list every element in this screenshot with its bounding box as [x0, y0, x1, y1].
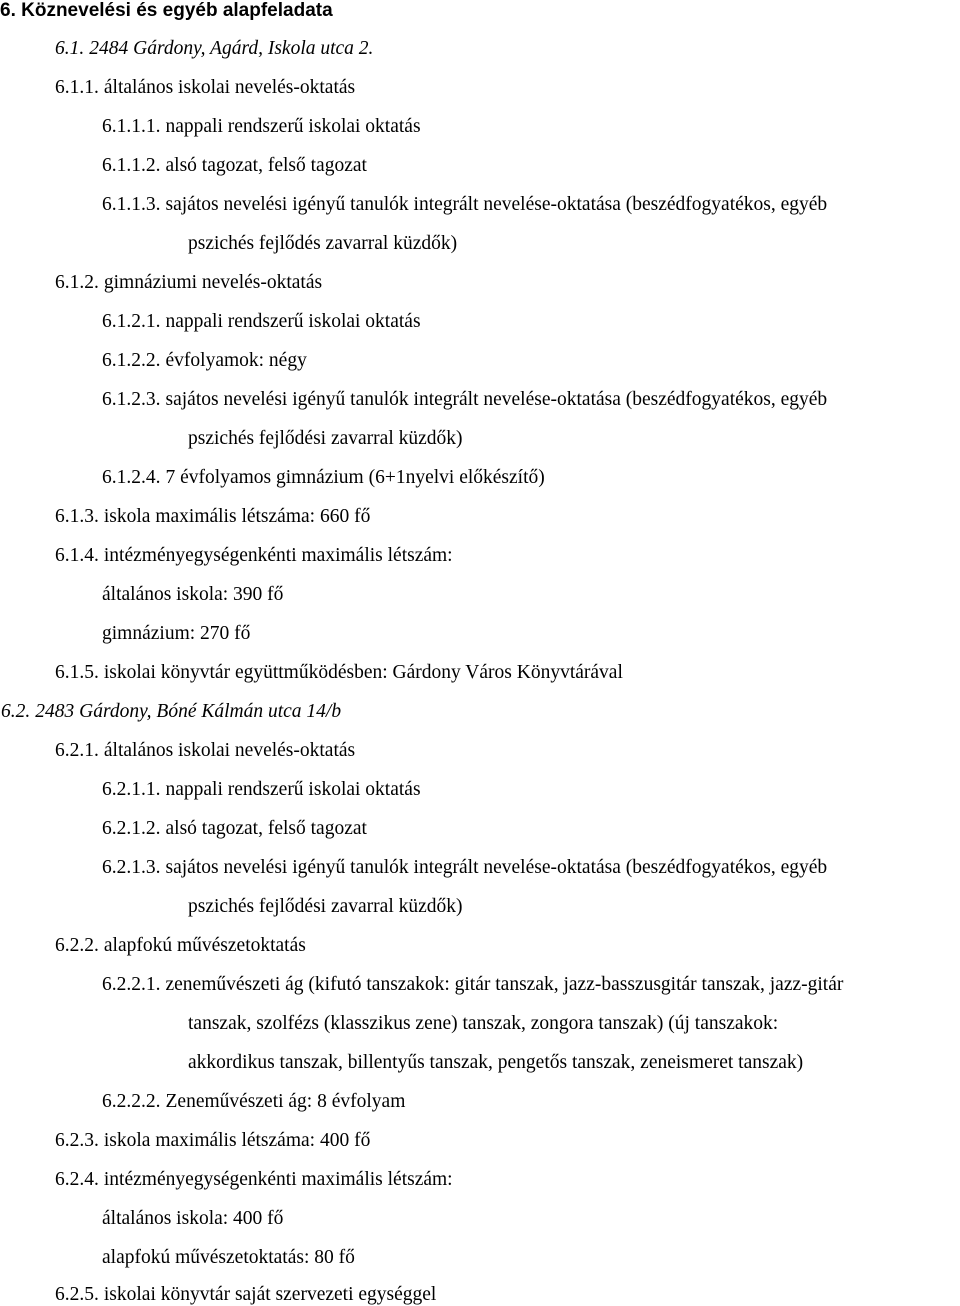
item-number: 6.1.1. [55, 77, 99, 98]
list-item [55, 272, 322, 294]
item-text: iskolai könyvtár saját szervezeti egységgel [103, 1284, 437, 1305]
list-item [55, 1130, 370, 1152]
item-number: 6.2.4. [55, 1169, 99, 1190]
item-number: 6.2.1. [55, 740, 99, 761]
list-item-continuation [188, 428, 463, 450]
item-text: pszichés fejlődési zavarral küzdők) [188, 428, 463, 449]
item-text: alapfokú művészetoktatás: 80 fő [102, 1247, 355, 1268]
item-number: 6.2.5. [55, 1284, 99, 1305]
item-text: alsó tagozat, felső tagozat [165, 155, 367, 176]
list-item [55, 1169, 453, 1191]
item-text: általános iskola: 390 fő [102, 584, 284, 605]
item-number: 6.2.1.2. [102, 818, 161, 839]
item-number: 6.2.2.1. [102, 974, 161, 995]
item-text: intézményegységenkénti maximális létszám: [103, 1169, 453, 1190]
item-number: 6.2.1.3. [102, 857, 161, 878]
list-item [102, 389, 827, 411]
item-number: 6.1.2.3. [102, 389, 161, 410]
list-item [102, 818, 367, 840]
item-text: általános iskolai nevelés-oktatás [103, 77, 356, 98]
item-text: sajátos nevelési igényű tanulók integrált nevelése-oktatása (beszédfogyatékos, egyéb [165, 389, 828, 410]
item-text: általános iskolai nevelés-oktatás [103, 740, 356, 761]
list-item [102, 467, 545, 489]
list-item [55, 740, 355, 762]
item-number: 6.1.2.4. [102, 467, 161, 488]
item-number: 6.1.1.3. [102, 194, 161, 215]
list-item-continuation [188, 1013, 778, 1035]
site-heading-6-1 [55, 38, 373, 60]
item-text: intézményegységenkénti maximális létszám: [103, 545, 453, 566]
item-text: pszichés fejlődési zavarral küzdők) [188, 896, 463, 917]
list-item-continuation [102, 1247, 355, 1269]
item-text: sajátos nevelési igényű tanulók integrált nevelése-oktatása (beszédfogyatékos, egyéb [165, 857, 828, 878]
item-number: 6.2.2.2. [102, 1091, 161, 1112]
item-text: 2483 Gárdony, Bóné Kálmán utca 14/b [35, 701, 342, 722]
list-item-continuation [188, 896, 463, 918]
list-item [55, 1284, 436, 1306]
item-text: alsó tagozat, felső tagozat [165, 818, 367, 839]
item-number: 6.1.1.1. [102, 116, 161, 137]
item-number: 6.2.3. [55, 1130, 99, 1151]
item-text: általános iskola: 400 fő [102, 1208, 284, 1229]
list-item [102, 1091, 405, 1113]
item-text: alapfokú művészetoktatás [103, 935, 306, 956]
list-item [55, 545, 453, 567]
item-text: tanszak, szolfézs (klasszikus zene) tanszak, zongora tanszak) (új tanszakok: [188, 1013, 779, 1034]
list-item [55, 662, 623, 684]
section-heading: 6. Köznevelési és egyéb alapfeladata [0, 0, 333, 21]
list-item-continuation [102, 1208, 283, 1230]
list-item-continuation [102, 623, 250, 645]
item-number: 6.1.2.1. [102, 311, 161, 332]
item-text: iskola maximális létszáma: 660 fő [103, 506, 371, 527]
item-number: 6.2.1.1. [102, 779, 161, 800]
item-number: 6.1.4. [55, 545, 99, 566]
list-item [102, 857, 827, 879]
list-item [55, 506, 370, 528]
list-item [55, 935, 306, 957]
list-item [102, 194, 827, 216]
item-text: akkordikus tanszak, billentyűs tanszak, pengetős tanszak, zeneismeret tanszak) [188, 1052, 804, 1073]
list-item [102, 116, 421, 138]
item-number: 6.2.2. [55, 935, 99, 956]
item-number: 6.1.2.2. [102, 350, 161, 371]
list-item [102, 155, 367, 177]
item-number: 6.1.2. [55, 272, 99, 293]
list-item [102, 974, 843, 996]
list-item-continuation [102, 584, 283, 606]
item-number: 6.1.5. [55, 662, 99, 683]
item-text: Zeneművészeti ág: 8 évfolyam [165, 1091, 406, 1112]
item-number: 6.1. [55, 38, 85, 59]
item-number: 6.1.3. [55, 506, 99, 527]
item-text: iskolai könyvtár együttműködésben: Gárdony Város Könyvtárával [103, 662, 623, 683]
site-heading-6-2 [1, 701, 341, 723]
item-number: 6.2. [1, 701, 31, 722]
list-item [102, 311, 421, 333]
item-text: nappali rendszerű iskolai oktatás [165, 779, 421, 800]
list-item-continuation [188, 233, 457, 255]
item-text: nappali rendszerű iskolai oktatás [165, 116, 421, 137]
item-text: nappali rendszerű iskolai oktatás [165, 311, 421, 332]
item-text: gimnáziumi nevelés-oktatás [103, 272, 323, 293]
item-text: pszichés fejlődés zavarral küzdők) [188, 233, 458, 254]
list-item-continuation [188, 1052, 803, 1074]
list-item [55, 77, 355, 99]
list-item [102, 779, 421, 801]
item-text: 7 évfolyamos gimnázium (6+1nyelvi előkészítő) [165, 467, 545, 488]
list-item [102, 350, 307, 372]
item-text: zeneművészeti ág (kifutó tanszakok: gitár tanszak, jazz-basszusgitár tanszak, jazz-gitár [165, 974, 844, 995]
item-text: évfolyamok: négy [165, 350, 307, 371]
item-number: 6.1.1.2. [102, 155, 161, 176]
item-text: iskola maximális létszáma: 400 fő [103, 1130, 371, 1151]
item-text: sajátos nevelési igényű tanulók integrált nevelése-oktatása (beszédfogyatékos, egyéb [165, 194, 828, 215]
item-text: 2484 Gárdony, Agárd, Iskola utca 2. [89, 38, 374, 59]
item-text: gimnázium: 270 fő [102, 623, 251, 644]
